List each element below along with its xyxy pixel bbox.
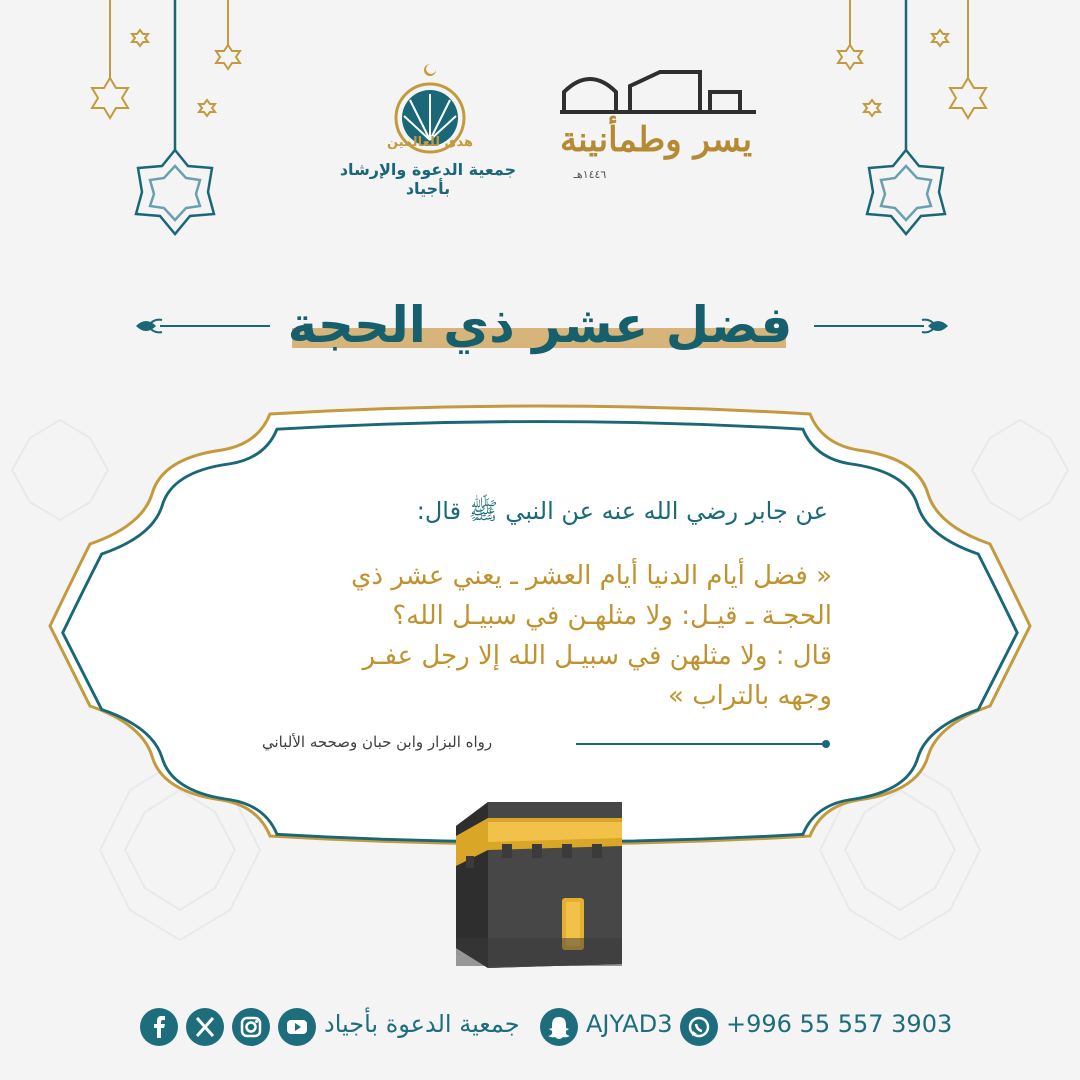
footer [0,1004,1080,1050]
hanging-star-ornament [216,45,240,69]
hanging-star-ornament [199,100,215,116]
hanging-ornaments [0,0,1080,260]
snapchat-handle: AJYAD3 [586,1010,673,1038]
org-logo-name: جمعية الدعوة والإرشاد بأجياد [339,160,517,198]
hadith-text [250,556,832,716]
hanging-star-ornament [132,30,148,46]
phone-number[interactable]: +996 55 557 3903 [726,1010,953,1038]
page-title: فضل عشر ذي الحجة [287,296,793,354]
narrator-divider [576,738,832,750]
hanging-star-ornament [864,100,880,116]
hadith-narrator: رواه البزار وابن حبان وصححه الألباني [262,733,493,751]
snapchat-icon[interactable] [540,1008,578,1046]
org-logo-tagline: هدى للعالمين [387,135,473,150]
hanging-star-ornament [950,78,986,118]
campaign-logo-year: ١٤٤٦هـ [573,168,607,181]
hanging-star-ornament [92,78,128,118]
whatsapp-icon[interactable] [680,1008,718,1046]
facebook-icon[interactable] [140,1008,178,1046]
hadith-line: « فضل أيام الدنيا أيام العشر ـ يعني عشر ذي [351,561,832,591]
campaign-logo-emblem [560,62,756,116]
hadith-line: وجهه بالتراب » [668,681,832,711]
hadith-intro: عن جابر رضي الله عنه عن النبي ﷺ قال: [416,497,828,525]
campaign-logo-text: يسر وطمأنينة [559,120,753,160]
hadith-line: قال : ولا مثلهن في سبيـل الله إلا رجل عفـر [362,641,832,671]
hanging-star-ornament [838,45,862,69]
instagram-icon[interactable] [232,1008,270,1046]
kaaba-illustration [452,798,628,970]
hanging-star-ornament [932,30,948,46]
footer-org-name: جمعية الدعوة بأجياد [324,1010,520,1038]
hadith-line: الحجـة ـ قيـل: ولا مثلهـن في سبيـل الله؟ [392,601,832,631]
youtube-icon[interactable] [278,1008,316,1046]
x-icon[interactable] [186,1008,224,1046]
